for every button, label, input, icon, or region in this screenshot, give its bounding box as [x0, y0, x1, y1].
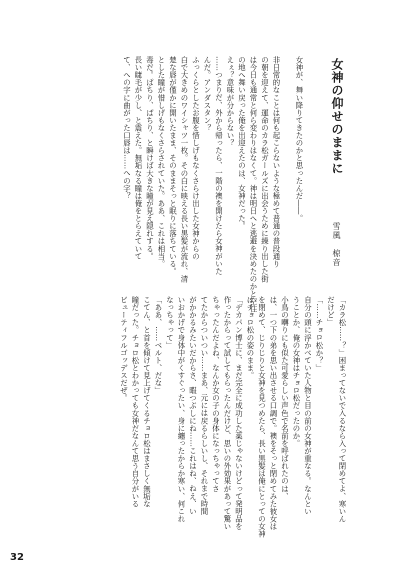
story-title: 女神の仰せのままに — [330, 58, 344, 175]
text-column: こてん、と首を傾けて見上げてくるチョロ松はまさしく無垢な — [142, 296, 152, 508]
text-column: てたからついつい……まあ、元には戻るらしいし、それまで時間 — [200, 296, 209, 515]
text-column: 小鳥の囀りにも似た可愛らしい声色で名前を呼ばれたのは、 — [280, 296, 290, 500]
text-column: 作ったからって試してもらったんだけど、思いの外効果があって驚い — [223, 296, 232, 531]
text-column: 「……チョロ松か？」 — [315, 296, 324, 372]
text-column: んだ。アンダスタン？ — [203, 56, 212, 132]
text-column: を閉めて、じりじりと女神を見つめたら、長い黒髪は俺にとっての女神 — [257, 296, 267, 538]
page-number: 32 — [10, 552, 24, 563]
text-column: 女神が、舞い降りてきたのかと思ったんだ――。 — [295, 56, 304, 223]
text-column: ……つまりだ、外から帰ったら、一階の襖を開けたら女神がいた — [214, 56, 224, 275]
text-column: がかかるみたいだからさ、暇つぶしにね……これはね、ねえ、い — [188, 296, 198, 515]
text-column: 毒だ。ぱちり、ぱちり、と瞬けば大きな瞳が見え隠れする。 — [145, 56, 155, 260]
text-column: の地へ舞い戻った俺を出迎えたのは、女神だった。 — [237, 56, 247, 230]
text-column: 非日常的なことは何も起こらないような極めて普通の普段通り — [272, 56, 281, 268]
text-column: はチョロ松の姿のまま。 — [246, 296, 255, 380]
text-column: は、一つ下の弟を思い出させる口調で。襖をそっと閉めてみた彼女は — [269, 296, 278, 531]
text-column: だけど」 — [326, 296, 336, 327]
text-column: えぇ？意味が分からない？ — [226, 56, 235, 147]
text-column: 自分の頭に浮かべていた人物と目の前の女神が重なる。なんとい — [303, 296, 313, 515]
text-column: うことか、俺の女神はチョロ松だったのか。 — [292, 296, 301, 447]
text-column: 「カラ松……？」困まってないで入るなら入って閉めてよ、寒いん — [338, 296, 347, 523]
text-column: ちゃったんだよね、なんか女の子の身体になっちゃってさ — [211, 296, 221, 493]
text-column: 「ああ、……ベルト、だな」 — [154, 296, 163, 395]
text-column: ビューティフルゴッデスだぜ。 — [119, 296, 129, 402]
text-column: とした瞳が惜しげもなくさらされていた。ああ、これは相当。 — [157, 56, 166, 268]
text-column: 白で大きめのワイシャツ一枚。その白に映える長い黒髪が流れ、清 — [180, 56, 189, 283]
text-column: 長い睫毛が少し、と震えた。無垢なる瞳は俺をとらえていて — [134, 56, 143, 260]
text-column: 瞳だった。チョロ松とわかっても女神だなんて思う自分がいる — [131, 296, 140, 508]
text-column: の朝を迎えて、運命のカラ松ガールズに出会うために繰り出した街 — [260, 56, 270, 283]
text-column: は今日も通常と何ら変わりはなくて。神は明日へと逃避を決めたのかと空往 — [249, 56, 258, 313]
text-column: て、への字に曲がった口唇は……への字？ — [122, 56, 132, 200]
text-column: なっちゃって」 — [165, 296, 175, 349]
author-name: 雪風 椋音 — [332, 222, 341, 267]
text-column: 「デカパン博士に、まだ完全に成功した薬じゃないけどって発明品を — [234, 296, 244, 531]
text-column: ふっくらとしたお腹を惜しげもなくさらけ出した女神からの — [191, 56, 201, 260]
text-column: いおかげで身体中がくすぐったい、身に纏ったからか寒い、何これ — [177, 296, 186, 523]
text-column: 楚な唇が僅かに開いたまま、そのままそっと眠りに落ちている。 — [168, 56, 178, 275]
